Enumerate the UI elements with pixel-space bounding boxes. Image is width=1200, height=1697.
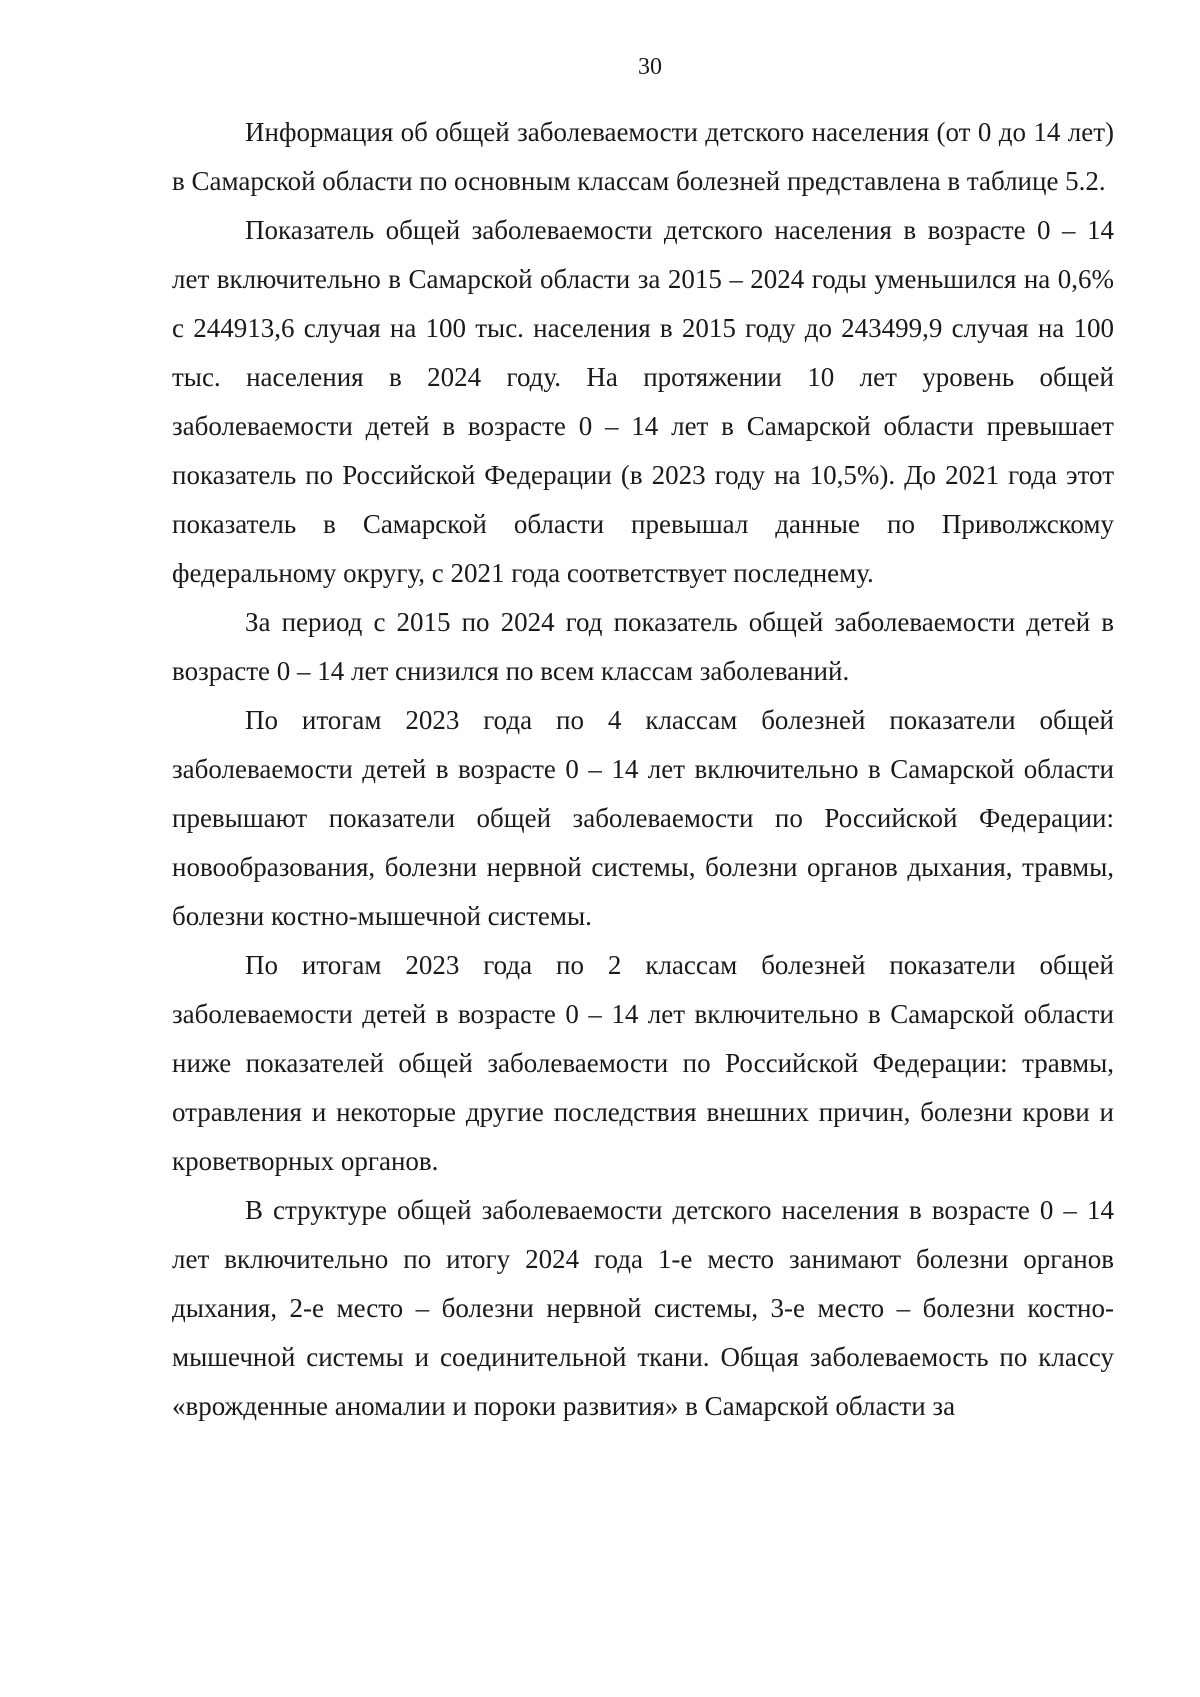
paragraph-decline-all-classes: За период с 2015 по 2024 год показатель общей заболеваемости детей в возрасте 0 – 14 лет снизился по всем классам заболеваний. <box>172 607 1114 686</box>
paragraph-above-rf: По итогам 2023 года по 4 классам болезней показатели общей заболеваемости детей в возрасте 0 – 14 лет включительно в Самарской области превышают показатели общей заболеваемости по Российской Федерации: новообразования, болезни нервной системы, болезни органов дыхания, травмы, болезни костно-мышечной системы. <box>172 705 1114 931</box>
body-text <box>172 108 1114 1431</box>
paragraph-structure: В структуре общей заболеваемости детского населения в возрасте 0 – 14 лет включительно по итогу 2024 года 1-е место занимают болезни органов дыхания, 2-е место – болезни нервной системы, 3-е место – болезни костно-мышечной системы и соединительной ткани. Общая заболеваемость по классу «врожденные аномалии и пороки развития» в Самарской области за <box>172 1195 1114 1421</box>
paragraph-intro: Информация об общей заболеваемости детского населения (от 0 до 14 лет) в Самарской области по основным классам болезней представлена в таблице 5.2. <box>172 117 1114 196</box>
paragraph-below-rf: По итогам 2023 года по 2 классам болезней показатели общей заболеваемости детей в возрасте 0 – 14 лет включительно в Самарской области ниже показателей общей заболеваемости по Российской Федерации: травмы, отравления и некоторые другие последствия внешних причин, болезни крови и кроветворных органов. <box>172 950 1114 1176</box>
page-number: 30 <box>638 54 662 80</box>
paragraph-overall-trend: Показатель общей заболеваемости детского населения в возрасте 0 – 14 лет включительно в Самарской области за 2015 – 2024 годы уменьшился на 0,6% с 244913,6 случая на 100 тыс. населения в 2015 году до 243499,9 случая на 100 тыс. населения в 2024 году. На протяжении 10 лет уровень общей заболеваемости детей в возрасте 0 – 14 лет в Самарской области превышает показатель по Российской Федерации (в 2023 году на 10,5%). До 2021 года этот показатель в Самарской области превышал данные по Приволжскому федеральному округу, с 2021 года соответствует последнему. <box>172 215 1114 588</box>
